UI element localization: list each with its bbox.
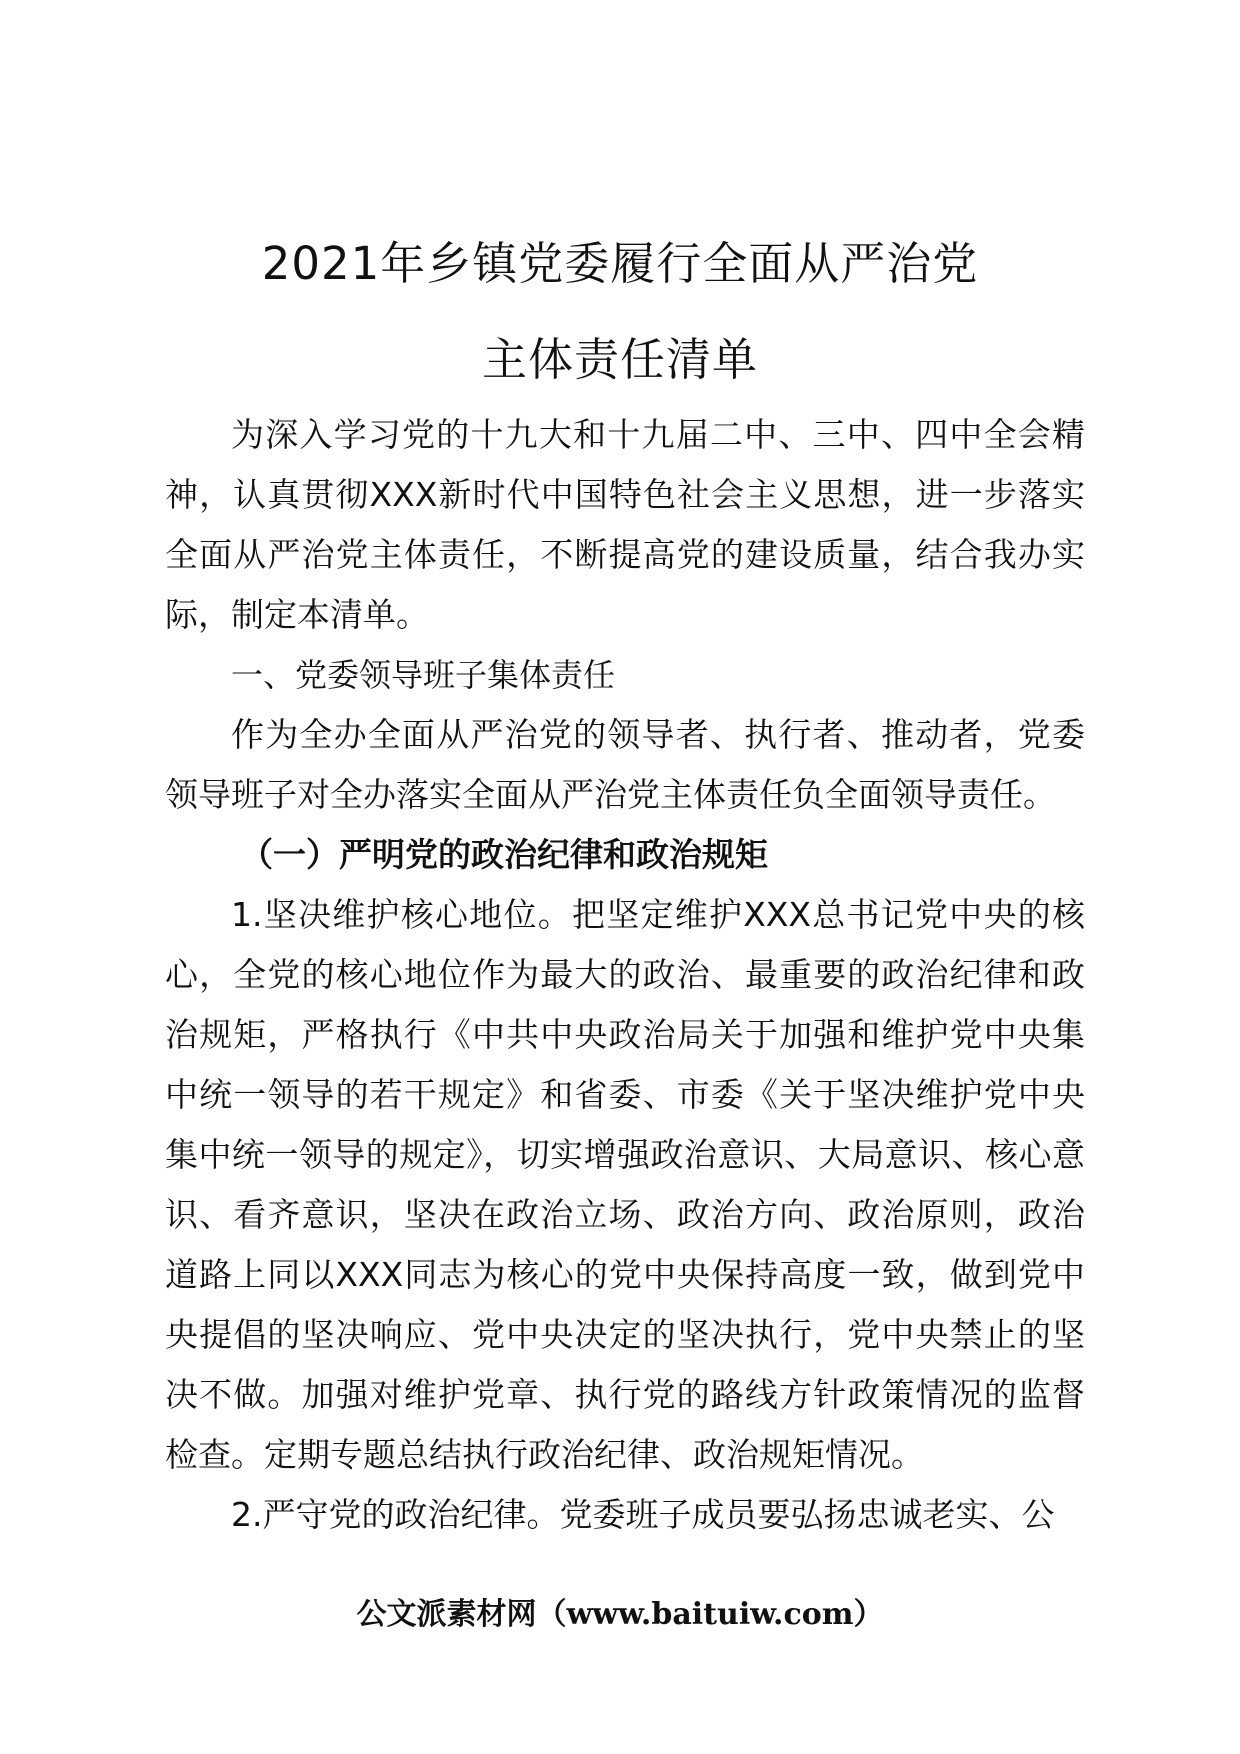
- item-two-paragraph: 2.严守党的政治纪律。党委班子成员要弘扬忠诚老实、公: [231, 1495, 1055, 1534]
- document-title-line-2: 主体责任清单: [481, 333, 758, 386]
- page-footer: 公文派素材网（www.baituiw.com）: [356, 1597, 884, 1632]
- document-body: [165, 405, 1085, 1545]
- section-paragraph: 作为全办全面从严治党的领导者、执行者、推动者，党委领导班子对全办落实全面从严治党主体责任负全面领导责任。: [165, 715, 1085, 814]
- document-title-line-1: 2021年乡镇党委履行全面从严治党: [261, 237, 979, 290]
- section-heading: 一、党委领导班子集体责任: [231, 656, 616, 694]
- subsection-heading: （一）严明党的政治纪律和政治规矩: [240, 835, 768, 874]
- intro-paragraph: 为深入学习党的十九大和十九届二中、三中、四中全会精神，认真贯彻XXX新时代中国特色社会主义思想，进一步落实全面从严治党主体责任，不断提高党的建设质量，结合我办实际，制定本清单。: [165, 415, 1085, 634]
- item-one-paragraph: 1.坚决维护核心地位。把坚定维护XXX总书记党中央的核心，全党的核心地位作为最大的政治、最重要的政治纪律和政治规矩，严格执行《中共中央政治局关于加强和维护党中央集中统一领导的若干规定》和省委、市委《关于坚决维护党中央集中统一领导的规定》，切实增强政治意识、大局意识、核心意识、看齐意识，坚决在政治立场、政治方向、政治原则，政治道路上同以XXX同志为核心的党中央保持高度一致，做到党中央提倡的坚决响应、党中央决定的坚决执行，党中央禁止的坚决不做。加强对维护党章、执行党的路线方针政策情况的监督检查。定期专题总结执行政治纪律、政治规矩情况。: [165, 895, 1085, 1474]
